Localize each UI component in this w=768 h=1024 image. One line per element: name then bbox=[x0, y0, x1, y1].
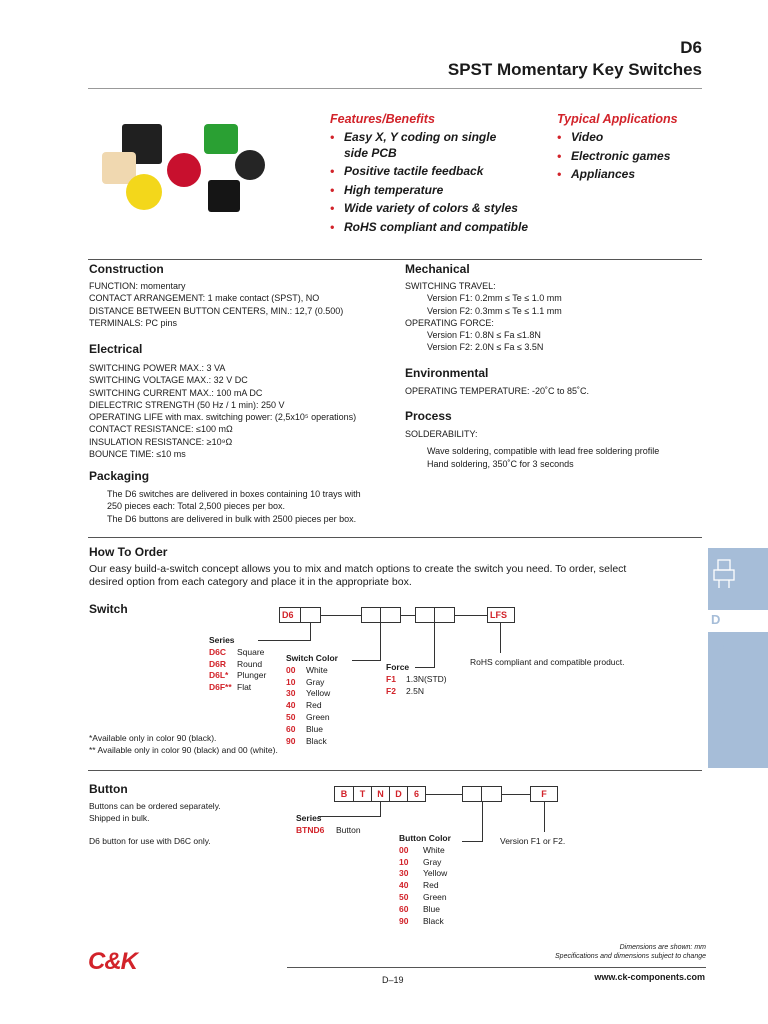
feature-item: • Positive tactile feedback bbox=[330, 164, 484, 178]
spec-line: DISTANCE BETWEEN BUTTON CENTERS, MIN.: 12,7 (0.500) bbox=[89, 305, 344, 316]
box-button-color-1 bbox=[462, 786, 482, 802]
box-series-2 bbox=[301, 607, 321, 623]
footer-note: Dimensions are shown: mm bbox=[619, 944, 706, 951]
color-option: 40 Red bbox=[399, 880, 439, 891]
switch-color-boxes bbox=[361, 607, 401, 623]
packaging-heading: Packaging bbox=[89, 469, 150, 483]
leader-line bbox=[310, 623, 311, 641]
button-info-line: Shipped in bulk. bbox=[89, 812, 150, 823]
process-specs bbox=[405, 428, 659, 470]
feature-item: • Wide variety of colors & styles bbox=[330, 201, 518, 215]
feature-item: • Easy X, Y coding on single bbox=[330, 130, 497, 144]
process-heading: Process bbox=[405, 409, 452, 423]
button-info-line: D6 button for use with D6C only. bbox=[89, 835, 211, 846]
box-button-color-2 bbox=[482, 786, 502, 802]
box-t: T bbox=[354, 786, 372, 802]
connector-line bbox=[321, 615, 361, 616]
connector-line bbox=[426, 794, 462, 795]
spec-line: Version F1: 0.2mm ≤ Te ≤ 1.0 mm bbox=[427, 293, 562, 304]
product-code: D6 bbox=[680, 38, 702, 57]
spec-line: TERMINALS: PC pins bbox=[89, 317, 178, 328]
spec-line: INSULATION RESISTANCE: ≥10⁹Ω bbox=[89, 436, 233, 447]
spec-line: SOLDERABILITY: bbox=[405, 429, 478, 439]
box-lfs: LFS bbox=[487, 607, 515, 623]
section-divider bbox=[88, 770, 702, 771]
beige-button bbox=[102, 152, 136, 184]
spec-line: Hand soldering, 350˚C for 3 seconds bbox=[427, 458, 574, 469]
construction-heading: Construction bbox=[89, 262, 164, 276]
packaging-line: 250 pieces each: Total 2,500 pieces per box. bbox=[107, 501, 285, 512]
section-divider bbox=[88, 537, 702, 538]
series-label: Series bbox=[209, 635, 235, 645]
how-to-order-text bbox=[89, 563, 704, 589]
box-d: D bbox=[390, 786, 408, 802]
color-option: 30 Yellow bbox=[399, 868, 448, 879]
how-to-order-line: desired option from each category and place it in the appropriate box. bbox=[89, 576, 412, 588]
force-block bbox=[386, 662, 447, 697]
force-option: F1 1.3N(STD) bbox=[386, 673, 447, 684]
color-option: 60 Blue bbox=[399, 903, 441, 914]
spec-line: Version F1: 0.8N ≤ Fa ≤1.8N bbox=[427, 330, 541, 341]
color-option: 10 Gray bbox=[399, 856, 442, 867]
button-color-label: Button Color bbox=[399, 833, 451, 843]
application-item: • Electronic games bbox=[557, 148, 671, 163]
construction-specs bbox=[89, 280, 343, 329]
box-force-2 bbox=[435, 607, 455, 623]
footer-note: Specifications and dimensions subject to change bbox=[555, 953, 706, 960]
color-option: 50 Green bbox=[399, 891, 447, 902]
key-switch-icon bbox=[712, 558, 736, 592]
application-item: • Video bbox=[557, 130, 604, 144]
leader-line bbox=[352, 660, 381, 661]
section-divider bbox=[88, 259, 702, 260]
box-6: 6 bbox=[408, 786, 426, 802]
packaging-line: The D6 switches are delivered in boxes containing 10 trays with bbox=[107, 489, 361, 499]
side-tab-label: Key Switches bbox=[713, 642, 730, 745]
force-option: F2 2.5N bbox=[386, 685, 424, 696]
color-option: 50 Green bbox=[286, 711, 330, 722]
leader-line bbox=[544, 802, 545, 832]
color-option: 90 Black bbox=[286, 735, 327, 746]
spec-line: SWITCHING TRAVEL: bbox=[405, 281, 496, 291]
spec-line: DIELECTRIC STRENGTH (50 Hz / 1 min): 250 V bbox=[89, 399, 285, 410]
button-info-line: Buttons can be ordered separately. bbox=[89, 801, 221, 811]
ck-logo: C&K bbox=[88, 948, 137, 975]
spec-line: CONTACT RESISTANCE: ≤100 mΩ bbox=[89, 424, 233, 435]
button-series-option: BTND6 Button bbox=[296, 824, 361, 835]
color-option: 00 White bbox=[286, 664, 328, 675]
footnotes bbox=[89, 733, 278, 757]
mechanical-heading: Mechanical bbox=[405, 262, 470, 276]
series-option: D6F** Flat bbox=[209, 682, 252, 693]
switch-color-label: Switch Color bbox=[286, 653, 338, 663]
applications-list bbox=[557, 128, 697, 184]
spec-line: OPERATING FORCE: bbox=[405, 317, 494, 328]
button-info bbox=[89, 801, 221, 847]
spec-line: SWITCHING CURRENT MAX.: 100 mA DC bbox=[89, 387, 263, 398]
rohs-note: RoHS compliant and compatible product. bbox=[470, 657, 625, 667]
button-heading: Button bbox=[89, 782, 128, 796]
connector-line bbox=[401, 615, 415, 616]
box-color-2 bbox=[381, 607, 401, 623]
button-color-boxes bbox=[462, 786, 502, 802]
connector-line bbox=[455, 615, 487, 616]
how-to-order-line: Our easy build-a-switch concept allows you to mix and match options to create the switch you need. To order, select bbox=[89, 563, 627, 575]
switch-heading: Switch bbox=[89, 602, 128, 616]
footer-divider bbox=[287, 967, 706, 968]
environmental-specs bbox=[405, 385, 589, 397]
feature-item: side PCB bbox=[344, 145, 397, 160]
black-round-button bbox=[235, 150, 265, 180]
features-list bbox=[330, 128, 545, 236]
spec-line: OPERATING TEMPERATURE: -20˚C to 85˚C. bbox=[405, 386, 590, 396]
box-n: N bbox=[372, 786, 390, 802]
black-flat-button bbox=[208, 180, 240, 212]
application-item: • Appliances bbox=[557, 167, 636, 181]
spec-line: SWITCHING POWER MAX.: 3 VA bbox=[89, 363, 226, 373]
footnote: ** Available only in color 90 (black) and 00 (white). bbox=[89, 744, 278, 755]
applications-heading: Typical Applications bbox=[557, 112, 678, 126]
how-to-order-heading: How To Order bbox=[89, 545, 168, 559]
red-round-button bbox=[167, 153, 201, 187]
leader-line bbox=[500, 623, 501, 653]
leader-line bbox=[462, 841, 483, 842]
leader-line bbox=[380, 623, 381, 661]
footnote: *Available only in color 90 (black). bbox=[89, 733, 217, 743]
force-boxes bbox=[415, 607, 455, 623]
leader-line bbox=[482, 802, 483, 842]
version-note: Version F1 or F2. bbox=[500, 836, 566, 846]
electrical-heading: Electrical bbox=[89, 342, 143, 356]
switch-order-boxes bbox=[279, 607, 321, 623]
website-link[interactable]: www.ck-components.com bbox=[594, 972, 705, 982]
header-divider bbox=[88, 88, 702, 89]
series-option: D6R Round bbox=[209, 658, 263, 669]
color-option: 30 Yellow bbox=[286, 688, 331, 699]
spec-line: Version F2: 0.3mm ≤ Te ≤ 1.1 mm bbox=[427, 305, 562, 316]
button-series-label: Series bbox=[296, 813, 322, 823]
green-button bbox=[204, 124, 238, 154]
feature-item: • High temperature bbox=[330, 182, 444, 197]
page-title: SPST Momentary Key Switches bbox=[447, 60, 702, 79]
spec-line: Wave soldering, compatible with lead free soldering profile bbox=[427, 446, 660, 457]
force-label: Force bbox=[386, 662, 410, 672]
footer-notes bbox=[555, 944, 706, 960]
button-order-boxes bbox=[334, 786, 426, 802]
switch-color-block bbox=[286, 653, 338, 747]
yellow-round-button bbox=[126, 174, 162, 210]
spec-line: FUNCTION: momentary bbox=[89, 281, 186, 291]
spec-line: OPERATING LIFE with max. switching power: (2,5x10⁵ operations) bbox=[89, 412, 357, 423]
packaging-text bbox=[107, 488, 361, 525]
box-b: B bbox=[334, 786, 354, 802]
series-option: D6C Square bbox=[209, 646, 265, 657]
feature-item: • RoHS compliant and compatible bbox=[330, 219, 529, 234]
box-force-1 bbox=[415, 607, 435, 623]
color-option: 40 Red bbox=[286, 700, 322, 711]
series-block bbox=[209, 635, 266, 694]
spec-line: SWITCHING VOLTAGE MAX.: 32 V DC bbox=[89, 375, 248, 386]
box-series: D6 bbox=[279, 607, 301, 623]
spec-line: Version F2: 2.0N ≤ Fa ≤ 3.5N bbox=[427, 342, 544, 353]
spec-line: CONTACT ARRANGEMENT: 1 make contact (SPST), NO bbox=[89, 293, 320, 304]
button-series-block bbox=[296, 813, 361, 837]
leader-line bbox=[380, 802, 381, 817]
color-option: 10 Gray bbox=[286, 676, 325, 687]
features-heading: Features/Benefits bbox=[330, 112, 435, 126]
color-option: 90 Black bbox=[399, 915, 444, 926]
button-color-block bbox=[399, 833, 451, 927]
color-option: 60 Blue bbox=[286, 723, 324, 734]
box-color-1 bbox=[361, 607, 381, 623]
series-option: D6L* Plunger bbox=[209, 670, 267, 681]
side-tab-letter: D bbox=[711, 612, 721, 627]
page-number: D–19 bbox=[382, 975, 404, 985]
box-f: F bbox=[530, 786, 558, 802]
product-photo bbox=[92, 112, 312, 227]
electrical-specs bbox=[89, 362, 356, 460]
spec-line: BOUNCE TIME: ≤10 ms bbox=[89, 449, 186, 460]
environmental-heading: Environmental bbox=[405, 366, 489, 380]
connector-line bbox=[502, 794, 530, 795]
packaging-line: The D6 buttons are delivered in bulk with 2500 pieces per box. bbox=[107, 513, 357, 524]
mechanical-specs bbox=[405, 280, 562, 354]
color-option: 00 White bbox=[399, 844, 445, 855]
